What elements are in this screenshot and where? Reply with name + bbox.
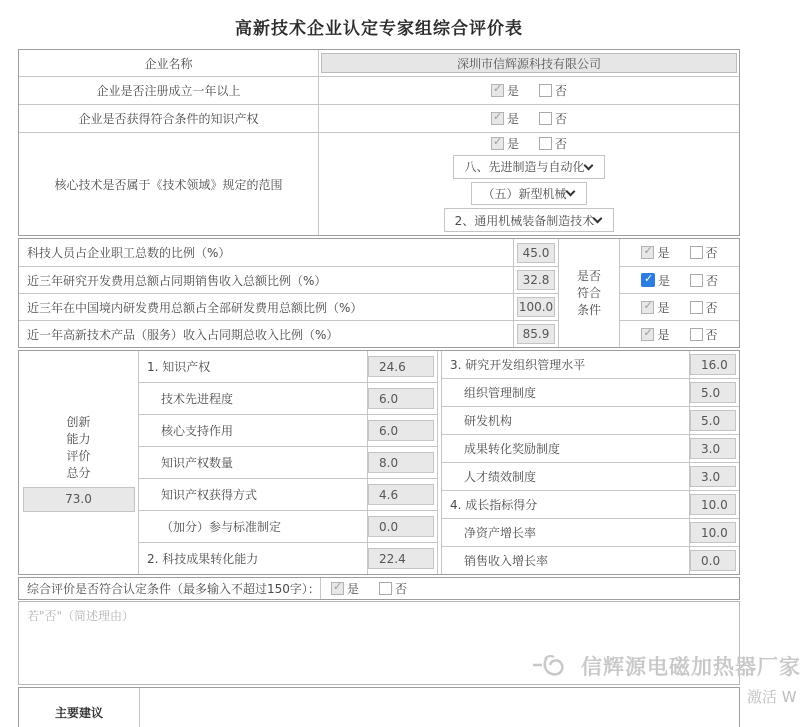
ratio-value-field: 32.8: [517, 270, 555, 290]
evaluation-form: [18, 6, 740, 727]
score-subtable-left: [139, 351, 438, 574]
reason-textarea[interactable]: [18, 601, 740, 685]
score-row: 组织管理制度 5.0: [442, 378, 739, 406]
score-value-field: 6.0: [368, 420, 434, 441]
score-row: 销售收入增长率 0.0: [442, 546, 739, 574]
score-row: 3. 研究开发组织管理水平 16.0: [442, 351, 739, 378]
checkbox-checked-gray-icon: [641, 301, 654, 314]
core-tech-field-row: [19, 132, 739, 235]
ratio4-yes-checkbox: ✓ 是: [641, 326, 669, 343]
qualified-ip-label: 企业是否获得符合条件的知识产权: [19, 105, 319, 132]
tech-domain-level1-select[interactable]: 八、先进制造与自动化: [453, 155, 604, 179]
checkbox-checked-gray-icon: [491, 137, 504, 150]
ratio2-yes-checkbox[interactable]: ✓ 是: [641, 272, 670, 289]
suggestion-content-cell[interactable]: [140, 688, 739, 727]
tech-field-no-checkbox: 否: [539, 135, 567, 152]
ratio-row-label: 科技人员占企业职工总数的比例（%）: [27, 246, 231, 260]
score-value-field: 4.6: [368, 484, 434, 505]
checkbox-checked-gray-icon: [641, 328, 654, 341]
score-value-field: 10.0: [690, 494, 736, 515]
page-title: 高新技术企业认定专家组综合评价表: [235, 19, 523, 39]
reason-section: [18, 601, 740, 685]
ratio3-no-checkbox: 否: [690, 299, 718, 316]
score-subtable-right: [441, 351, 739, 574]
score-value-field: 24.6: [368, 356, 434, 377]
score-row: 净资产增长率 10.0: [442, 518, 739, 546]
company-name-label: 企业名称: [19, 50, 319, 76]
innovation-score-table: [18, 350, 740, 575]
score-value-field: 0.0: [690, 550, 736, 571]
checkbox-checked-gray-icon: [641, 246, 654, 259]
meets-condition-header: 是否 符合 条件: [558, 239, 619, 347]
ip-yes-checkbox: ✓ 是: [491, 110, 519, 127]
tech-domain-level2-select[interactable]: （五）新型机械: [471, 182, 586, 206]
score-value-field: 5.0: [690, 382, 736, 403]
company-name-row: [19, 50, 739, 76]
score-row: 知识产权数量 8.0: [139, 446, 437, 478]
score-value-field: 16.0: [690, 354, 736, 375]
score-row: 技术先进程度 6.0: [139, 382, 437, 414]
score-row: 人才绩效制度 3.0: [442, 462, 739, 490]
score-value-field: 3.0: [690, 466, 736, 487]
ratio1-yes-checkbox: ✓ 是: [641, 244, 669, 261]
score-row: 研发机构 5.0: [442, 406, 739, 434]
checkbox-checked-gray-icon: [331, 582, 344, 595]
chevron-down-icon: [593, 214, 603, 224]
ip-no-checkbox: 否: [539, 110, 567, 127]
ratio-row-label: 近三年研究开发费用总额占同期销售收入总额比例（%）: [19, 266, 513, 293]
final-evaluation-row: [18, 577, 740, 600]
score-row: 4. 成长指标得分 10.0: [442, 490, 739, 518]
final-yes-checkbox: ✓ 是: [331, 580, 359, 597]
ratio-indicators-table: [18, 238, 740, 348]
score-row: 成果转化奖励制度 3.0: [442, 434, 739, 462]
basic-info-table: [18, 49, 740, 236]
registered-yes-checkbox: ✓ 是: [491, 82, 519, 99]
checkbox-empty-icon: [690, 301, 703, 314]
ratio2-no-checkbox[interactable]: 否: [690, 272, 718, 289]
score-value-field: 10.0: [690, 522, 736, 543]
ratio1-no-checkbox: 否: [690, 244, 718, 261]
ratio-row-label: 近三年在中国境内研发费用总额占全部研发费用总额比例（%）: [19, 293, 513, 320]
ratio3-yes-checkbox: ✓ 是: [641, 299, 669, 316]
company-name-value: 深圳市信辉源科技有限公司: [321, 53, 737, 73]
tech-domain-level3-select[interactable]: 2、通用机械装备制造技术: [444, 208, 615, 232]
checkbox-empty-icon: [690, 328, 703, 341]
total-score-cell: 创新 能力 评价 总分 73.0: [19, 351, 139, 574]
suggestion-label: 主要建议: [19, 688, 140, 727]
final-no-checkbox: 否: [379, 580, 407, 597]
score-row: 知识产权获得方式 4.6: [139, 478, 437, 510]
total-score-value: 73.0: [23, 487, 135, 512]
checkbox-empty-icon[interactable]: [690, 274, 703, 287]
checkbox-empty-icon: [539, 84, 552, 97]
checkbox-empty-icon: [690, 246, 703, 259]
score-value-field: 22.4: [368, 548, 434, 569]
tech-field-yes-checkbox: ✓ 是: [491, 135, 519, 152]
ratio-row-label: 近一年高新技术产品（服务）收入占同期总收入比例（%）: [19, 320, 513, 347]
score-row: 2. 科技成果转化能力 22.4: [139, 542, 437, 574]
ratio4-no-checkbox: 否: [690, 326, 718, 343]
score-row: （加分）参与标准制定 0.0: [139, 510, 437, 542]
checkbox-empty-icon: [539, 137, 552, 150]
checkbox-empty-icon: [539, 112, 552, 125]
score-row: 核心支持作用 6.0: [139, 414, 437, 446]
windows-activation-watermark: 激活 W: [747, 688, 797, 706]
registered-over-one-year-row: [19, 76, 739, 104]
ratio-value-field: 100.0: [517, 297, 555, 317]
score-row: 1. 知识产权 24.6: [139, 351, 437, 382]
watermark-text: 信辉源电磁加热器厂家: [581, 655, 801, 679]
score-value-field: 8.0: [368, 452, 434, 473]
registered-no-checkbox: 否: [539, 82, 567, 99]
checkbox-checked-gray-icon: [491, 112, 504, 125]
score-value-field: 0.0: [368, 516, 434, 537]
registered-over-one-year-label: 企业是否注册成立一年以上: [19, 77, 319, 104]
ratio-value-field: 85.9: [517, 324, 555, 344]
checkbox-checked-gray-icon: [491, 84, 504, 97]
suggestion-row: [18, 687, 740, 727]
score-value-field: 5.0: [690, 410, 736, 431]
final-evaluation-label: 综合评价是否符合认定条件（最多输入不超过150字）：: [19, 578, 321, 599]
core-tech-field-label: 核心技术是否属于《技术领域》规定的范围: [19, 133, 319, 235]
qualified-ip-row: [19, 104, 739, 132]
ratio-value-field: 45.0: [517, 243, 555, 263]
checkbox-checked-blue-icon[interactable]: [641, 273, 655, 287]
score-value-field: 3.0: [690, 438, 736, 459]
score-value-field: 6.0: [368, 388, 434, 409]
checkbox-empty-icon: [379, 582, 392, 595]
